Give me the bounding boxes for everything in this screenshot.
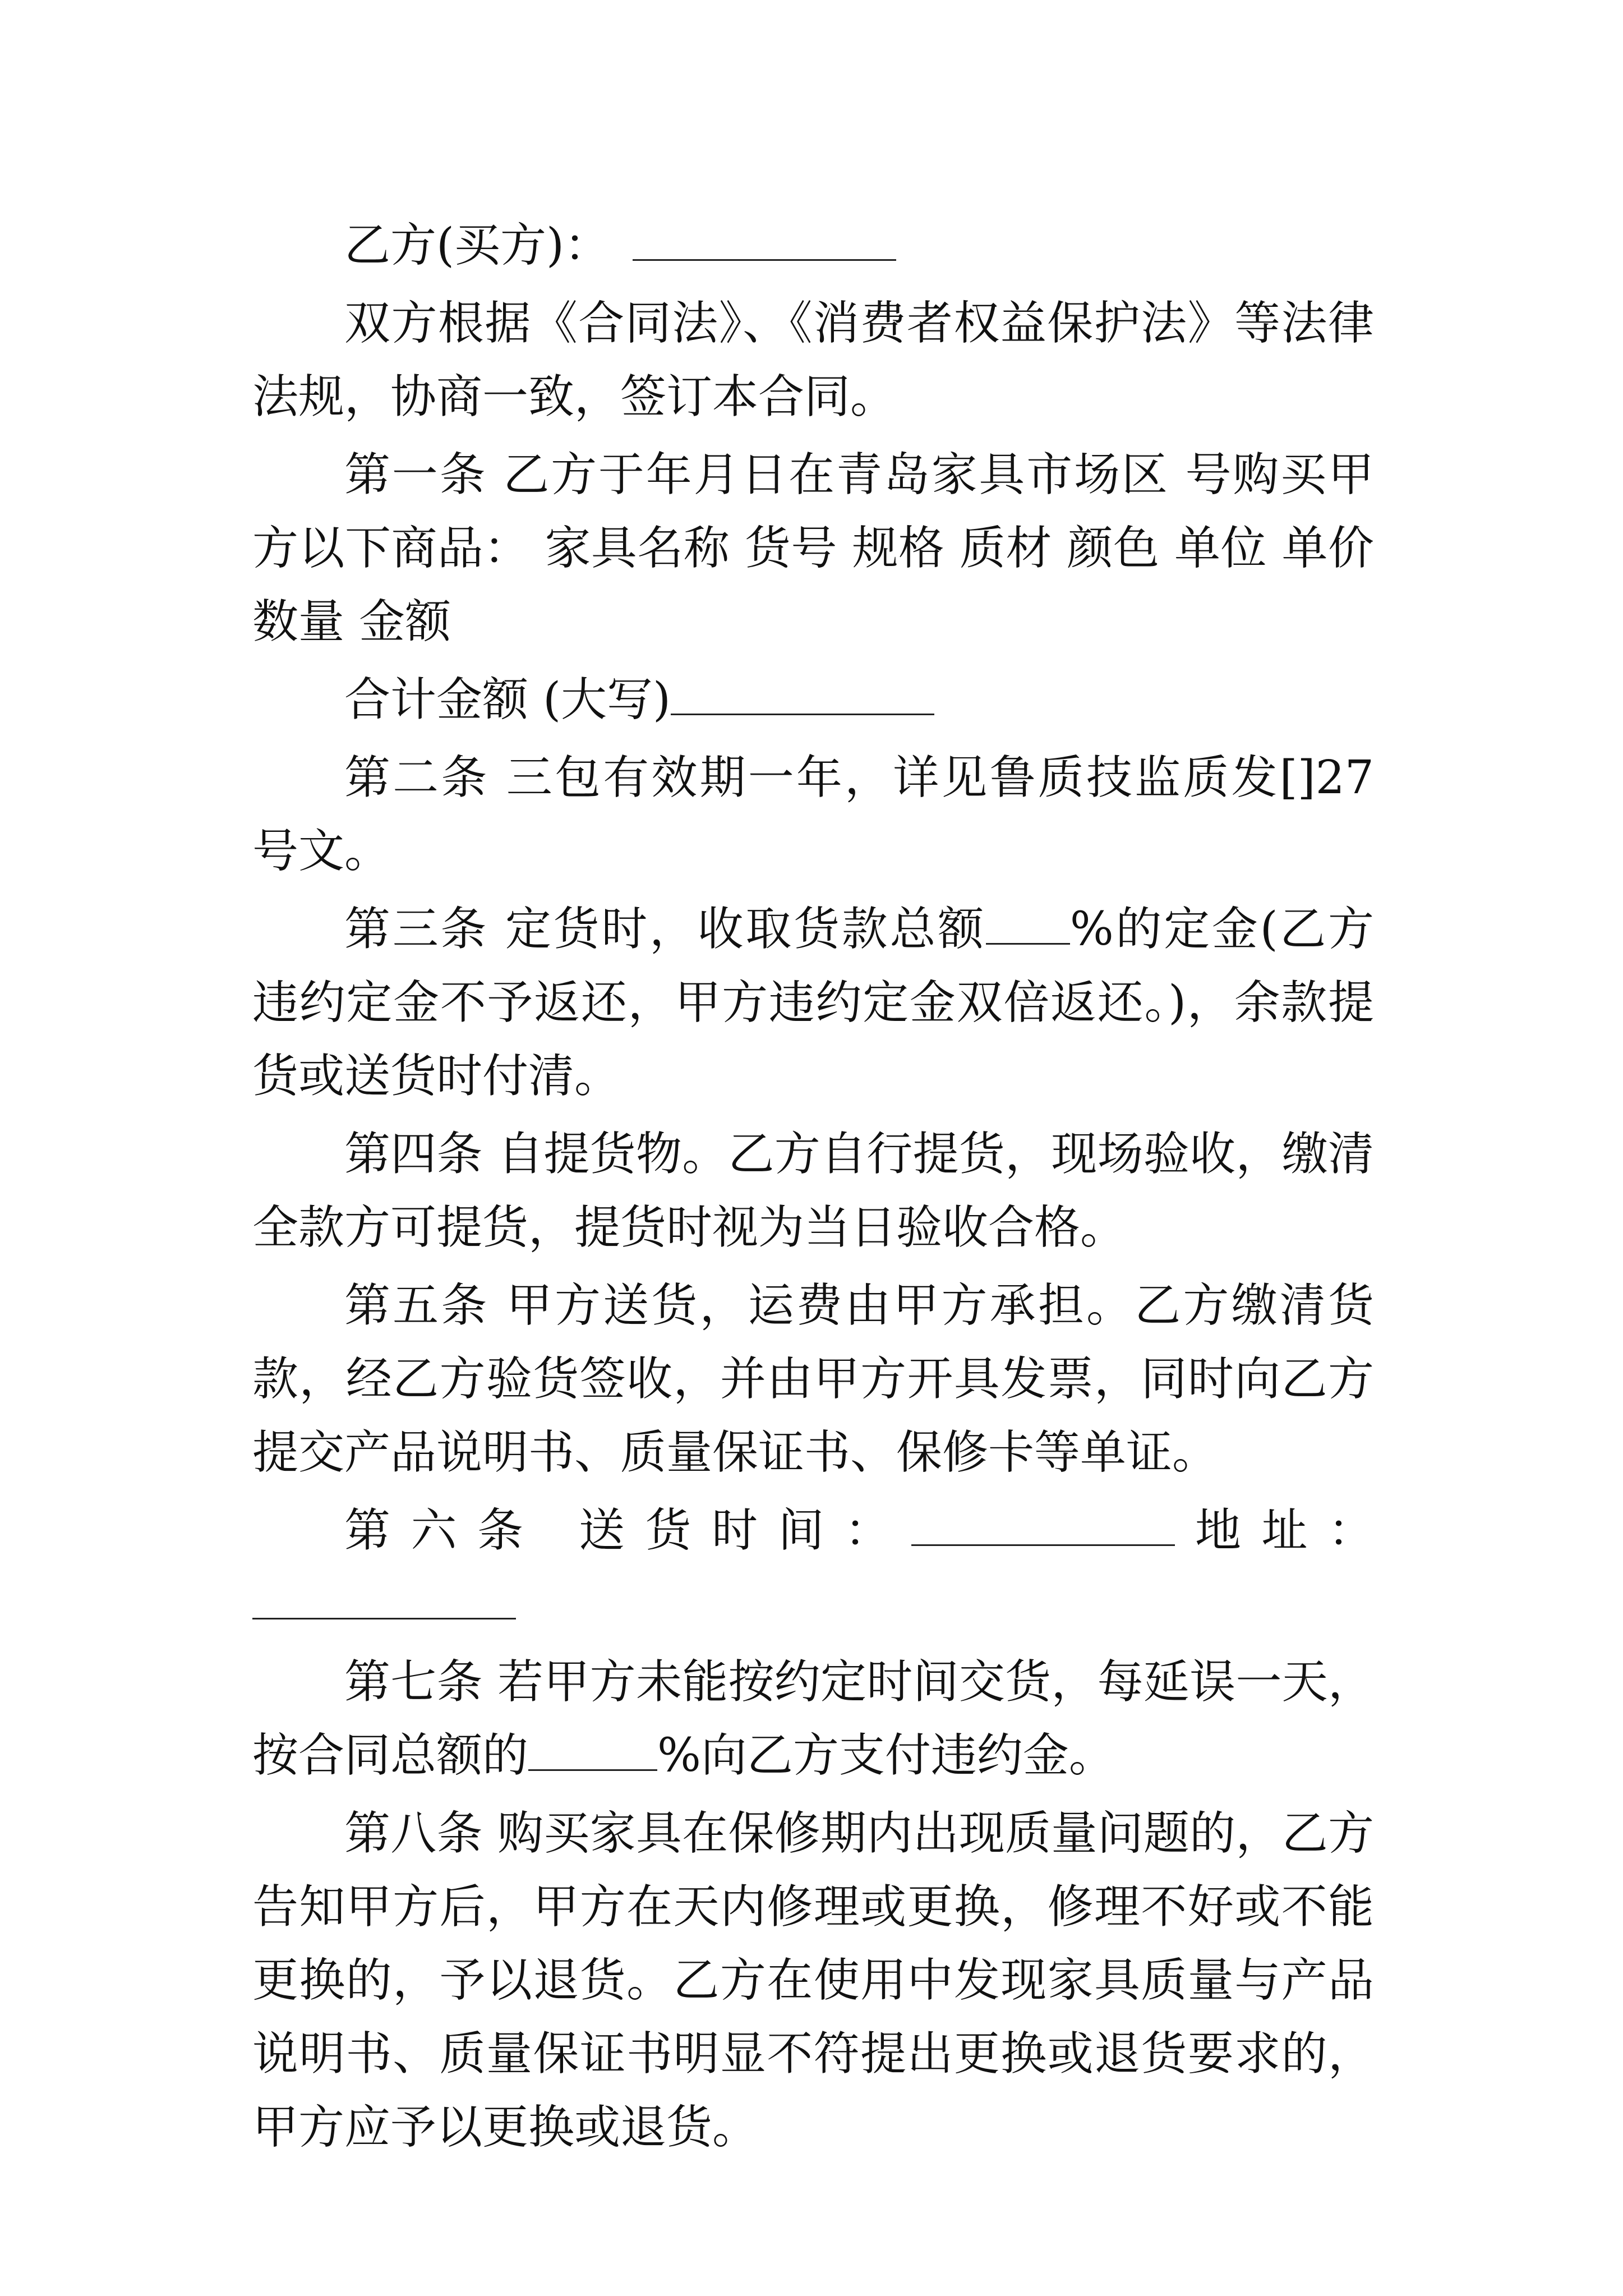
article-7-paragraph (252, 1645, 1374, 1792)
total-amount-line (252, 663, 1374, 737)
article-8-paragraph: 第八条 购买家具在保修期内出现质量问题的，乙方告知甲方后，甲方在天内修理或更换，修理不好或不能更换的，予以退货。乙方在使用中发现家具质量与产品说明书、质量保证书明显不符提出更换或退货要求的，甲方应予以更换或退货。 (252, 1807, 1374, 2154)
party-b-blank (633, 220, 896, 261)
article-3-text-before: 第三条 定货时，收取货款总额 (344, 903, 986, 956)
article-2-paragraph: 第二条 三包有效期一年，详见鲁质技监质发[]27 号文。 (252, 751, 1374, 878)
article-4-paragraph: 第四条 自提货物。乙方自行提货，现场验收，缴清全款方可提货，提货时视为当日验收合格。 (252, 1128, 1374, 1254)
delivery-time-blank (911, 1505, 1175, 1546)
party-b-label: 乙方(买方)： (344, 219, 610, 272)
penalty-percent-blank (528, 1730, 657, 1771)
article-1-paragraph: 第一条 乙方于年月日在青岛家具市场区 号购买甲方以下商品： 家具名称 货号 规格 质材 颜色 单位 单价 数量 金额 (252, 448, 1374, 648)
address-blank (252, 1579, 516, 1619)
delivery-time-label: 第六条 送货时间： (344, 1504, 911, 1557)
deposit-percent-blank (986, 904, 1070, 945)
total-amount-blank (671, 674, 934, 715)
article-3-text-after: %的定金(乙方违约定金不予返还，甲方违约定金双倍返还。)，余款提货或送货时付清。 (252, 903, 1374, 1103)
article-7-text-before: 第七条 若甲方未能按约定时间交货，每延误一天，按合同总额的 (252, 1655, 1374, 1782)
preamble-paragraph: 双方根据《合同法》、《消费者权益保护法》等法律法规，协商一致，签订本合同。 (252, 297, 1374, 424)
contract-body (252, 209, 1374, 2169)
article-7-text-after: %向乙方支付违约金。 (657, 1729, 1115, 1782)
article-5-paragraph: 第五条 甲方送货，运费由甲方承担。乙方缴清货款，经乙方验货签收，并由甲方开具发票，同时向乙方提交产品说明书、质量保证书、保修卡等单证。 (252, 1279, 1374, 1479)
party-b-line (252, 209, 1374, 282)
address-label: 地址： (1174, 1504, 1374, 1557)
total-amount-label: 合计金额 (大写) (344, 673, 671, 726)
article-6-line (252, 1494, 1374, 1641)
article-3-paragraph (252, 892, 1374, 1113)
